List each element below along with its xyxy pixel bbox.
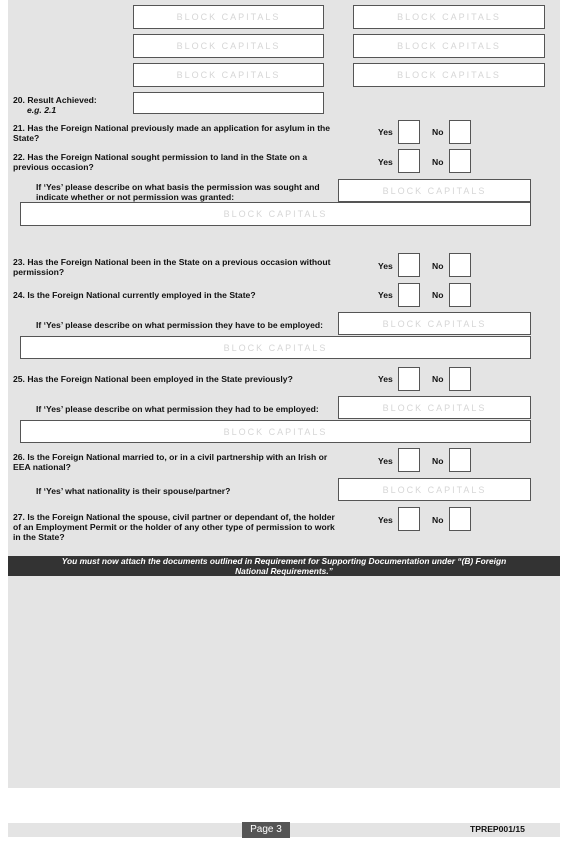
q25-yes-checkbox[interactable]	[398, 367, 420, 391]
q26-yes-label: Yes	[378, 456, 393, 466]
q21-yes-checkbox[interactable]	[398, 120, 420, 144]
q22-detail-field[interactable]: BLOCK CAPITALS	[20, 202, 531, 226]
q24-yes-label: Yes	[378, 290, 393, 300]
q26-label: 26. Is the Foreign National married to, or in a civil partnership with an Irish or EEA national?	[13, 452, 328, 472]
page-number: Page 3	[242, 822, 290, 838]
q21-yes-label: Yes	[378, 127, 393, 137]
q21-no-label: No	[432, 127, 444, 137]
q24-yes-checkbox[interactable]	[398, 283, 420, 307]
q22-no-label: No	[432, 157, 444, 167]
q23-label: 23. Has the Foreign National been in the State on a previous occasion without permission?	[13, 257, 331, 277]
block-capitals-field[interactable]: BLOCK CAPITALS	[133, 5, 324, 29]
q22-label: 22. Has the Foreign National sought permission to land in the State on a previous occasion?	[13, 152, 308, 172]
q24-label: 24. Is the Foreign National currently employed in the State?	[13, 290, 256, 300]
q23-yes-label: Yes	[378, 261, 393, 271]
q27-label: 27. Is the Foreign National the spouse, civil partner or dependant of, the holder of an Employment Permit or the holder of any other type of permission to work in the State?	[13, 512, 335, 542]
q21-label: 21. Has the Foreign National previously made an application for asylum in the State?	[13, 123, 331, 143]
form-code: TPREP001/15	[470, 824, 525, 834]
block-capitals-field[interactable]: BLOCK CAPITALS	[353, 34, 545, 58]
q24-no-checkbox[interactable]	[449, 283, 471, 307]
q25-permission-field[interactable]: BLOCK CAPITALS	[338, 396, 531, 419]
result-achieved-field[interactable]	[133, 92, 324, 114]
q26-sub-label: If ‘Yes’ what nationality is their spouse/partner?	[36, 486, 231, 496]
q23-no-checkbox[interactable]	[449, 253, 471, 277]
q25-no-checkbox[interactable]	[449, 367, 471, 391]
q27-no-label: No	[432, 515, 444, 525]
q23-yes-checkbox[interactable]	[398, 253, 420, 277]
q27-yes-checkbox[interactable]	[398, 507, 420, 531]
q26-no-checkbox[interactable]	[449, 448, 471, 472]
q25-sub-label: If ‘Yes’ please describe on what permission they had to be employed:	[36, 404, 319, 414]
q26-no-label: No	[432, 456, 444, 466]
block-capitals-field[interactable]: BLOCK CAPITALS	[133, 63, 324, 87]
block-capitals-field[interactable]: BLOCK CAPITALS	[133, 34, 324, 58]
q22-yes-label: Yes	[378, 157, 393, 167]
q22-basis-field[interactable]: BLOCK CAPITALS	[338, 179, 531, 202]
q24-permission-field[interactable]: BLOCK CAPITALS	[338, 312, 531, 335]
q21-no-checkbox[interactable]	[449, 120, 471, 144]
block-capitals-field[interactable]: BLOCK CAPITALS	[353, 63, 545, 87]
q26-yes-checkbox[interactable]	[398, 448, 420, 472]
q20-label: 20. Result Achieved: e.g. 2.1	[13, 95, 97, 115]
q27-no-checkbox[interactable]	[449, 507, 471, 531]
q22-no-checkbox[interactable]	[449, 149, 471, 173]
form-panel	[8, 0, 560, 788]
attach-documents-banner: You must now attach the documents outlined in Requirement for Supporting Documentation under “(B) Foreign National Requirements.”	[8, 556, 560, 576]
q24-sub-label: If ‘Yes’ please describe on what permission they have to be employed:	[36, 320, 324, 330]
q22-sub-label: If ‘Yes’ please describe on what basis the permission was sought and indicate whether or not permission was granted:	[36, 182, 320, 202]
q27-yes-label: Yes	[378, 515, 393, 525]
q22-yes-checkbox[interactable]	[398, 149, 420, 173]
q23-no-label: No	[432, 261, 444, 271]
q24-no-label: No	[432, 290, 444, 300]
q24-detail-field[interactable]: BLOCK CAPITALS	[20, 336, 531, 359]
q25-no-label: No	[432, 374, 444, 384]
q26-nationality-field[interactable]: BLOCK CAPITALS	[338, 478, 531, 501]
q25-detail-field[interactable]: BLOCK CAPITALS	[20, 420, 531, 443]
block-capitals-field[interactable]: BLOCK CAPITALS	[353, 5, 545, 29]
q25-label: 25. Has the Foreign National been employed in the State previously?	[13, 374, 293, 384]
q25-yes-label: Yes	[378, 374, 393, 384]
